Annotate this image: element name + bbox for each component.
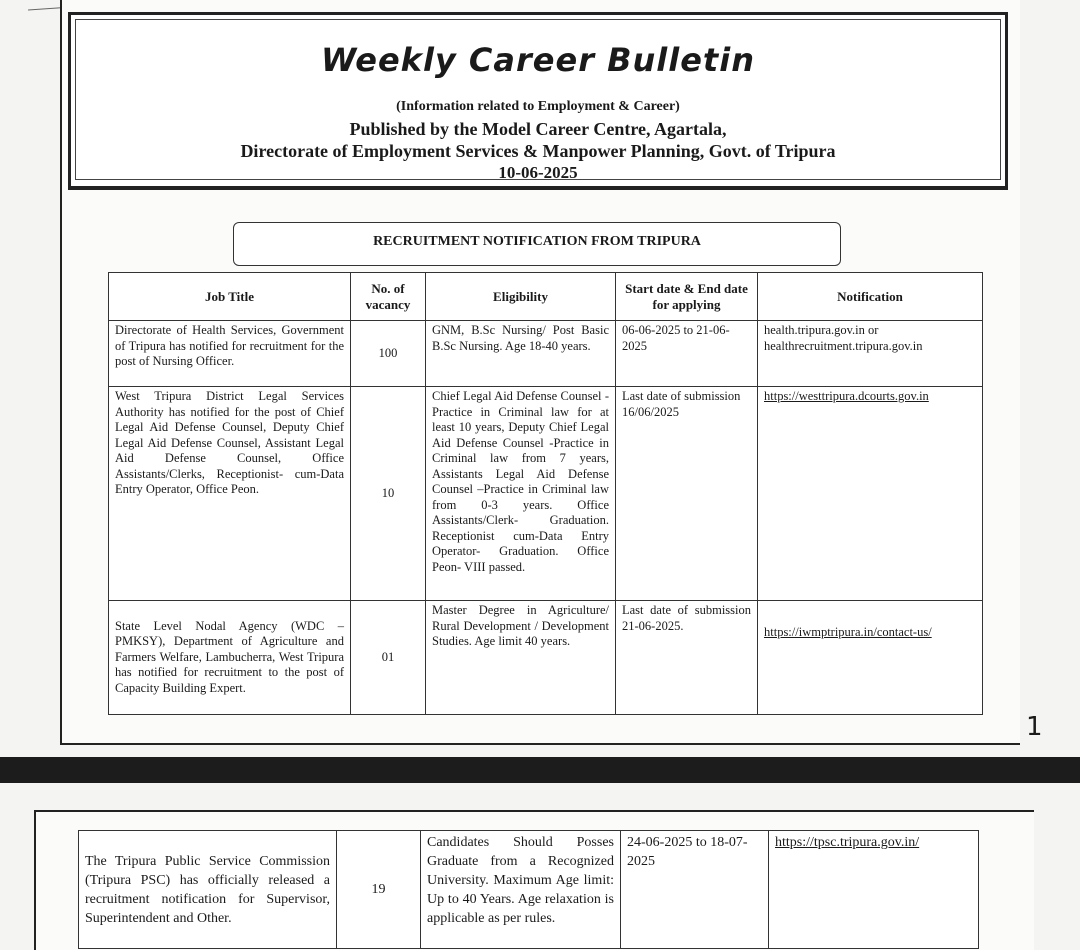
vacancy-cell: 10: [351, 387, 426, 601]
eligibility-cell: Candidates Should Posses Graduate from a Recognized University. Maximum Age limit: Up to 40 Years. Age relaxation is applicable as per rules.: [421, 831, 621, 949]
directorate-line: Directorate of Employment Services & Manpower Planning, Govt. of Tripura: [240, 141, 836, 161]
notification-link[interactable]: https://westtripura.dcourts.gov.in: [758, 387, 983, 601]
bulletin-page-2: [34, 810, 1034, 950]
table-header-row: [109, 273, 983, 321]
notification-link[interactable]: https://iwmptripura.in/contact-us/: [758, 601, 983, 715]
col-header-job-title: Job Title: [109, 273, 351, 321]
notification-link[interactable]: https://tpsc.tripura.gov.in/: [769, 831, 979, 949]
notification-cell: health.tripura.gov.in or healthrecruitment.tripura.gov.in: [758, 321, 983, 387]
col-header-eligibility: Eligibility: [426, 273, 616, 321]
dates-cell: Last date of submission 21-06-2025.: [616, 601, 758, 715]
eligibility-cell: Master Degree in Agriculture/ Rural Development / Development Studies. Age limit 40 years.: [426, 601, 616, 715]
recruitment-table-page-2: [78, 830, 979, 949]
bulletin-subtitle: (Information related to Employment & Career): [396, 99, 680, 114]
eligibility-cell: Chief Legal Aid Defense Counsel -Practice in Criminal law for at least 10 years, Deputy Chief Legal Aid Defense Counsel -Practice in Criminal law from 7 years, Assistants Legal Aid Defense Counsel –Practice in Criminal law from 0-3 years. Office Assistants/Clerk- Graduation. Receptionist cum-Data Entry Operator- Graduation. Office Peon- VIII passed.: [426, 387, 616, 601]
col-header-dates: Start date & End date for applying: [616, 273, 758, 321]
job-title-cell: The Tripura Public Service Commission (Tripura PSC) has officially released a recruitment notification for Supervisor, Superintendent and Other.: [79, 831, 337, 949]
recruitment-table: [108, 272, 983, 715]
bulletin-date: 10-06-2025: [498, 163, 578, 182]
bulletin-title: Weekly Career Bulletin: [321, 41, 755, 79]
table-row: [109, 321, 983, 387]
col-header-vacancy: No. of vacancy: [351, 273, 426, 321]
dates-cell: 06-06-2025 to 21-06-2025: [616, 321, 758, 387]
section-title: RECRUITMENT NOTIFICATION FROM TRIPURA: [233, 222, 841, 266]
page-number: 1: [1026, 712, 1043, 742]
table-row: [79, 831, 979, 949]
job-title-cell: West Tripura District Legal Services Authority has notified for the post of Chief Legal Aid Defense Counsel, Deputy Chief Legal Aid Defense Counsel, Assistant Legal Aid Defense Counsel, Office Assistants/Clerks, Receptionist- cum-Data Entry Operator, Office Peon.: [109, 387, 351, 601]
job-title-cell: State Level Nodal Agency (WDC – PMKSY), Department of Agriculture and Farmers Welfare, Lambucherra, West Tripura has notified for recruitment to the post of Capacity Building Expert.: [109, 601, 351, 715]
eligibility-cell: GNM, B.Sc Nursing/ Post Basic B.Sc Nursing. Age 18-40 years.: [426, 321, 616, 387]
page-separator: [0, 757, 1080, 783]
table-row: [109, 387, 983, 601]
vacancy-cell: 100: [351, 321, 426, 387]
vacancy-cell: 01: [351, 601, 426, 715]
col-header-notification: Notification: [758, 273, 983, 321]
bulletin-page-1: [60, 0, 1020, 745]
bulletin-header: [68, 12, 1008, 190]
publisher-line: Published by the Model Career Centre, Agartala,: [349, 119, 727, 139]
dates-cell: Last date of submission 16/06/2025: [616, 387, 758, 601]
dates-cell: 24-06-2025 to 18-07-2025: [621, 831, 769, 949]
job-title-cell: Directorate of Health Services, Government of Tripura has notified for recruitment for the post of Nursing Officer.: [109, 321, 351, 387]
vacancy-cell: 19: [337, 831, 421, 949]
table-row: [109, 601, 983, 715]
